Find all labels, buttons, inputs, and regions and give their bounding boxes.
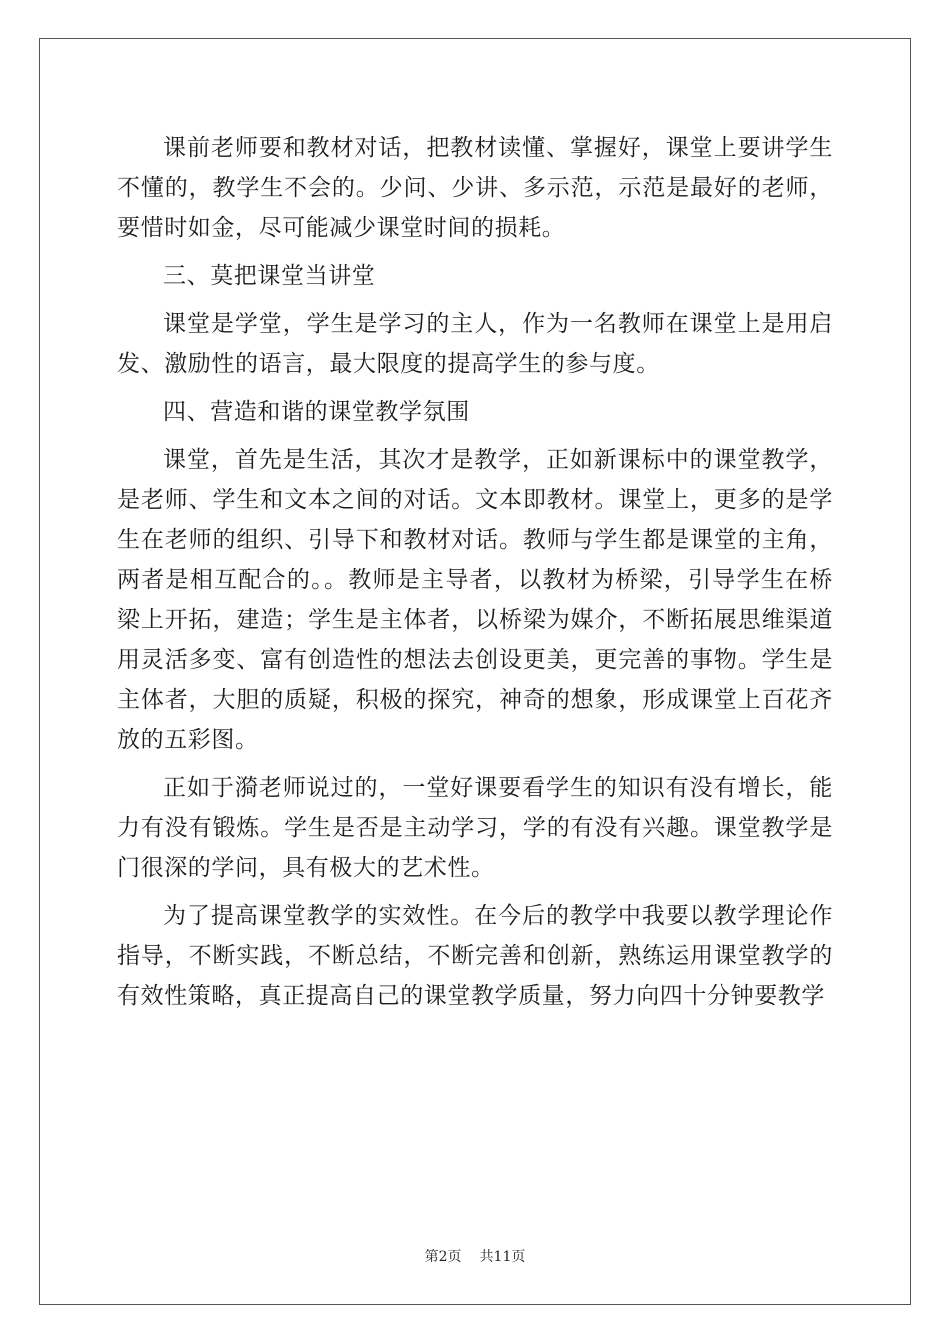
section-heading: 四、营造和谐的课堂教学氛围 bbox=[163, 399, 470, 425]
paragraph: 为了提高课堂教学的实效性。在今后的教学中我要以教学理论作指导，不断实践，不断总结，不断完善和创新，熟练运用课堂教学的有效性策略，真正提高自己的课堂教学质量，努力向四十分钟要教学 bbox=[117, 903, 833, 1009]
page-number: 第2页 bbox=[424, 1249, 462, 1265]
paragraph: 课前老师要和教材对话，把教材读懂、掌握好，课堂上要讲学生不懂的，教学生不会的。少问、少讲、多示范，示范是最好的老师，要惜时如金，尽可能减少课堂时间的损耗。 bbox=[117, 135, 833, 241]
paragraph: 课堂是学堂，学生是学习的主人，作为一名教师在课堂上是用启发、激励性的语言，最大限度的提高学生的参与度。 bbox=[117, 311, 833, 377]
page-total: 共11页 bbox=[479, 1249, 526, 1265]
paragraph: 课堂，首先是生活，其次才是教学，正如新课标中的课堂教学，是老师、学生和文本之间的对话。文本即教材。课堂上，更多的是学生在老师的组织、引导下和教材对话。教师与学生都是课堂的主角，两者是相互配合的。。教师是主导者，以教材为桥梁，引导学生在桥梁上开拓，建造；学生是主体者，以桥梁为媒介，不断拓展思维渠道用灵活多变、富有创造性的想法去创设更美，更完善的事物。学生是主体者，大胆的质疑，积极的探究，神奇的想象，形成课堂上百花齐放的五彩图。 bbox=[117, 447, 833, 753]
document-body bbox=[117, 128, 833, 1016]
section-heading: 三、莫把课堂当讲堂 bbox=[163, 263, 376, 289]
page-footer bbox=[0, 1246, 950, 1266]
paragraph: 正如于漪老师说过的，一堂好课要看学生的知识有没有增长，能力有没有锻炼。学生是否是主动学习，学的有没有兴趣。课堂教学是门很深的学问，具有极大的艺术性。 bbox=[117, 775, 833, 881]
